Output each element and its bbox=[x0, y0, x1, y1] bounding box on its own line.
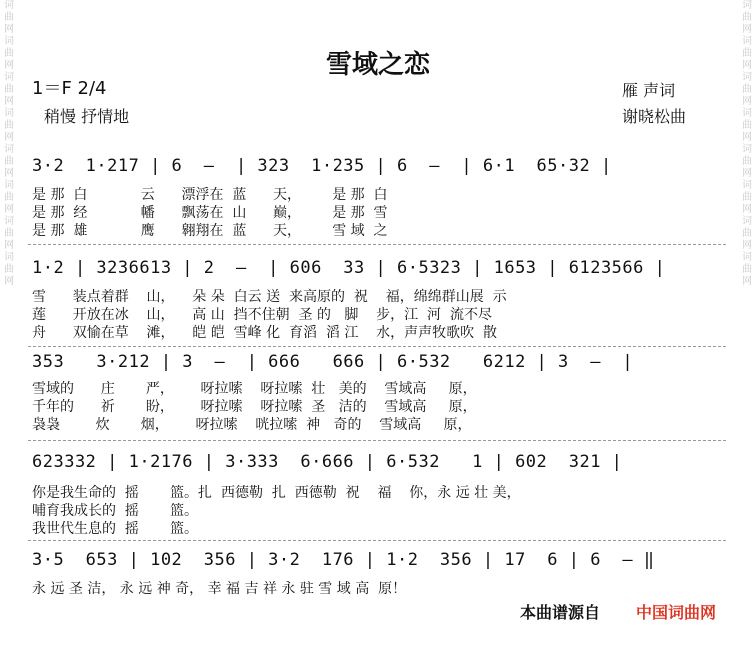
lyric-row-2-verse-1: 雪 装点着群 山， 朵 朵 白云 送 来高原的 祝 福，绵绵群山展 示 bbox=[32, 289, 507, 305]
row-divider bbox=[28, 346, 726, 347]
lyric-row-3-verse-1: 雪域的 庄 严， 呀拉嗦 呀拉嗦 壮 美的 雪域高 原， bbox=[32, 381, 477, 397]
composer-credit: 谢晓松曲 bbox=[622, 107, 687, 126]
lyric-row-5-verse-1: 永 远 圣 洁， 永 远 神 奇， 幸 福 吉 祥 永 驻 雪 域 高 原！ bbox=[32, 581, 407, 597]
row-divider bbox=[28, 540, 726, 541]
lyric-row-2-verse-3: 舟 双愉在草 滩， 皑 皑 雪峰 化 育滔 滔 江 水，声声牧歌吹 散 bbox=[32, 325, 498, 341]
lyric-row-1-verse-1: 是 那 白 云 漂浮在 蓝 天， 是 那 白 bbox=[32, 187, 388, 203]
lyric-row-4-verse-1: 你是我生命的 摇 篮。扎 西德勒 扎 西德勒 祝 福 你，永 远 壮 美， bbox=[32, 485, 521, 501]
watermark-right: 词曲网词曲网词曲网词曲网词曲网词曲网词曲网词曲网 bbox=[742, 0, 752, 287]
lyric-row-1-verse-3: 是 那 雄 鹰 翱翔在 蓝 天， 雪 域 之 bbox=[32, 223, 388, 239]
notation-row-5: 3·5 653 | 102 356 | 3·2 176 | 1·2 356 | 17 6 | 6 — ‖ bbox=[32, 550, 655, 570]
notation-row-3: 353 3·212 | 3 — | 666 666 | 6·532 6212 | 3 — | bbox=[32, 352, 634, 372]
lyric-row-3-verse-2: 千年的 祈 盼， 呀拉嗦 呀拉嗦 圣 洁的 雪域高 原， bbox=[32, 399, 477, 415]
lyric-row-2-verse-2: 莲 开放在冰 山， 高 山 挡不住朝 圣 的 脚 步，江 河 流不尽 bbox=[32, 307, 492, 323]
notation-row-4: 623332 | 1·2176 | 3·333 6·666 | 6·532 1 | 602 321 | bbox=[32, 452, 623, 472]
lyric-row-4-verse-2: 哺育我成长的 摇 篮。 bbox=[32, 503, 199, 519]
notation-row-2: 1·2 | 3236613 | 2 — | 606 33 | 6·5323 | 1653 | 6123566 | bbox=[32, 258, 666, 278]
song-title: 雪域之恋 bbox=[325, 50, 430, 80]
row-divider bbox=[28, 244, 726, 245]
source-label: 本曲谱源自 bbox=[520, 603, 601, 622]
lyricist-credit: 雁 声词 bbox=[622, 81, 676, 100]
row-divider bbox=[28, 440, 726, 441]
lyric-row-3-verse-3: 袅袅 炊 烟， 呀拉嗦 咣拉嗦 神 奇的 雪域高 原， bbox=[32, 417, 472, 433]
tempo-marking: 稍慢 抒情地 bbox=[44, 107, 130, 126]
brand-name: 中国词曲网 bbox=[636, 603, 717, 622]
watermark-left: 词曲网词曲网词曲网词曲网词曲网词曲网词曲网词曲网 bbox=[4, 0, 14, 287]
lyric-row-1-verse-2: 是 那 经 幡 飘荡在 山 巅， 是 那 雪 bbox=[32, 205, 388, 221]
notation-row-1: 3·2 1·217 | 6 — | 323 1·235 | 6 — | 6·1 65·32 | bbox=[32, 156, 612, 176]
lyric-row-4-verse-3: 我世代生息的 摇 篮。 bbox=[32, 521, 199, 537]
key-signature: 1＝F 2/4 bbox=[32, 78, 107, 99]
